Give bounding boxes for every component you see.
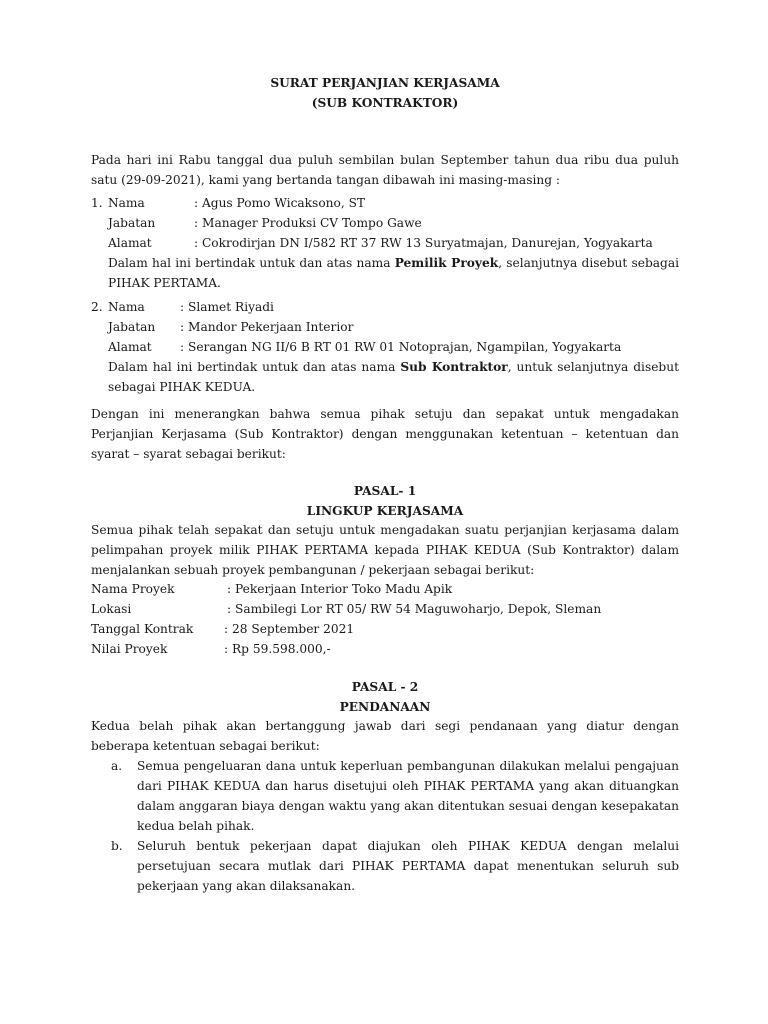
detail-value-tanggal-kontrak: : 28 September 2021 <box>224 622 355 636</box>
pasal-2-list <box>91 756 679 896</box>
party-2-number: 2. <box>91 300 103 314</box>
intro-paragraph: Pada hari ini Rabu tanggal dua puluh sembilan bulan September tahun dua ribu dua puluh satu (29-09-2021), kami yang bertanda tangan dibawah ini masing-masing : <box>91 153 679 187</box>
list-marker-b: b. <box>111 839 123 853</box>
list-marker-a: a. <box>111 759 123 773</box>
pasal-1-header <box>91 481 679 521</box>
pasal-1-title: LINGKUP KERJASAMA <box>306 504 464 518</box>
party-1-role: Pemilik Proyek <box>394 256 499 270</box>
pasal-1-heading: PASAL- 1 <box>353 484 417 498</box>
project-details <box>91 579 679 659</box>
detail-label-tanggal-kontrak: Tanggal Kontrak <box>91 622 194 636</box>
party-2-alamat-label: Alamat <box>108 340 152 354</box>
pasal-2-header <box>91 677 679 717</box>
detail-row <box>91 579 679 599</box>
detail-label-lokasi: Lokasi <box>91 602 132 616</box>
party-2-desc-pre: Dalam hal ini bertindak untuk dan atas nama <box>108 360 401 374</box>
detail-row <box>91 639 679 659</box>
party-1-description <box>108 253 679 293</box>
pasal-2-title: PENDANAAN <box>339 700 431 714</box>
detail-row <box>91 599 679 619</box>
pasal-2-heading: PASAL - 2 <box>351 680 419 694</box>
party-1 <box>91 193 679 293</box>
detail-value-lokasi: : Sambilegi Lor RT 05/ RW 54 Maguwoharjo, Depok, Sleman <box>227 602 602 616</box>
subtitle-line: (SUB KONTRAKTOR) <box>311 96 459 110</box>
party-2-role: Sub Kontraktor <box>400 360 508 374</box>
detail-label-nilai-proyek: Nilai Proyek <box>91 642 168 656</box>
title-line: SURAT PERJANJIAN KERJASAMA <box>270 76 500 90</box>
party-1-nama-label: Nama <box>108 196 145 210</box>
party-2-nama-label: Nama <box>108 300 145 314</box>
list-text-a: Semua pengeluaran dana untuk keperluan pembangunan dilakukan melalui pengajuan dari PIHAK KEDUA dan harus disetujui oleh PIHAK PERTAMA yang akan dituangkan dalam anggaran biaya dengan waktu yang akan ditentukan sesuai dengan kesepakatan kedua belah pihak. <box>137 759 679 833</box>
party-2 <box>91 297 679 397</box>
detail-label-nama-proyek: Nama Proyek <box>91 582 175 596</box>
party-2-jabatan-label: Jabatan <box>108 320 156 334</box>
party-1-alamat-label: Alamat <box>108 236 152 250</box>
party-1-jabatan-value: : Manager Produksi CV Tompo Gawe <box>194 216 422 230</box>
document-title <box>91 73 679 113</box>
list-item <box>91 756 679 836</box>
party-1-alamat-value: : Cokrodirjan DN I/582 RT 37 RW 13 Suryatmajan, Danurejan, Yogyakarta <box>194 236 653 250</box>
party-2-description <box>108 357 679 397</box>
detail-value-nama-proyek: : Pekerjaan Interior Toko Madu Apik <box>227 582 453 596</box>
party-2-jabatan-value: : Mandor Pekerjaan Interior <box>180 320 354 334</box>
party-2-desc-post: , untuk selanjutnya disebut sebagai PIHAK KEDUA. <box>108 360 679 394</box>
party-2-nama-value: : Slamet Riyadi <box>180 300 274 314</box>
detail-row <box>91 619 679 639</box>
party-1-jabatan-label: Jabatan <box>108 216 156 230</box>
party-1-desc-pre: Dalam hal ini bertindak untuk dan atas nama <box>108 256 395 270</box>
pasal-1-text: Semua pihak telah sepakat dan setuju untuk mengadakan suatu perjanjian kerjasama dalam pelimpahan proyek milik PIHAK PERTAMA kepada PIHAK KEDUA (Sub Kontraktor) dalam menjalankan sebuah proyek pembangunan / pekerjaan sebagai berikut: <box>91 523 679 577</box>
list-item <box>91 836 679 896</box>
party-1-desc-post: , selanjutnya disebut sebagai PIHAK PERTAMA. <box>108 256 679 290</box>
detail-value-nilai-proyek: : Rp 59.598.000,- <box>224 642 331 656</box>
party-1-number: 1. <box>91 196 103 210</box>
list-text-b: Seluruh bentuk pekerjaan dapat diajukan oleh PIHAK KEDUA dengan melalui persetujuan secara mutlak dari PIHAK PERTAMA dapat menentukan seluruh sub pekerjaan yang akan dilaksanakan. <box>137 839 679 893</box>
agreement-paragraph: Dengan ini menerangkan bahwa semua pihak setuju dan sepakat untuk mengadakan Perjanjian Kerjasama (Sub Kontraktor) dengan menggunakan ketentuan – ketentuan dan syarat – syarat sebagai berikut: <box>91 407 679 461</box>
pasal-2-text: Kedua belah pihak akan bertanggung jawab dari segi pendanaan yang diatur dengan beberapa ketentuan sebagai berikut: <box>91 719 679 753</box>
party-1-nama-value: : Agus Pomo Wicaksono, ST <box>194 196 366 210</box>
party-2-alamat-value: : Serangan NG II/6 B RT 01 RW 01 Notoprajan, Ngampilan, Yogyakarta <box>180 340 622 354</box>
